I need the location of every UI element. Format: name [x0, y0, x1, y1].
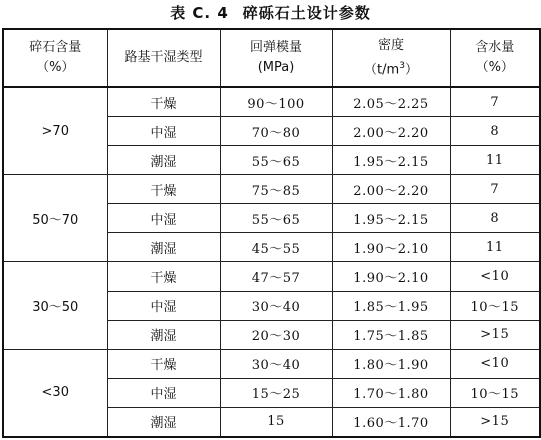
water-content-cell: 8 [450, 204, 540, 233]
design-parameters-table [2, 28, 541, 438]
modulus-cell: 30～40 [220, 349, 332, 378]
moisture-type-cell: 潮湿 [107, 146, 220, 175]
density-cell: 1.90～2.10 [332, 262, 450, 291]
moisture-type-cell: 干燥 [107, 349, 220, 378]
header-line1: 回弹模量 [249, 40, 302, 55]
modulus-cell: 47～57 [220, 262, 332, 291]
water-content-cell: >15 [450, 407, 540, 437]
modulus-cell: 30～40 [220, 291, 332, 320]
water-content-cell: >15 [450, 320, 540, 349]
header-line1: 含水量 [475, 40, 515, 55]
modulus-cell: 20～30 [220, 320, 332, 349]
header-water-content [450, 29, 540, 87]
header-line2 [333, 56, 450, 80]
header-line2: (MPa) [257, 60, 295, 75]
moisture-type-cell: 中湿 [107, 378, 220, 407]
modulus-cell: 45～55 [220, 233, 332, 262]
header-line1: 碎石含量 [29, 40, 82, 55]
water-content-cell: 7 [450, 87, 540, 117]
gravel-content-cell: >70 [3, 87, 107, 175]
table-body [3, 87, 540, 437]
water-content-cell: 11 [450, 146, 540, 175]
table-number: 表 C. 4 [170, 4, 229, 22]
moisture-type-cell: 潮湿 [107, 407, 220, 437]
modulus-cell: 15 [220, 407, 332, 437]
water-content-cell: 11 [450, 233, 540, 262]
table-row [3, 175, 540, 204]
modulus-cell: 55～65 [220, 146, 332, 175]
modulus-cell: 55～65 [220, 204, 332, 233]
density-cell: 1.80～1.90 [332, 349, 450, 378]
modulus-cell: 15～25 [220, 378, 332, 407]
header-density-unit-end: ） [404, 62, 418, 78]
header-line1: 密度 [377, 37, 404, 53]
moisture-type-cell: 中湿 [107, 291, 220, 320]
header-density [332, 29, 450, 87]
header-density-unit: （t/m [364, 62, 400, 78]
header-row [3, 29, 540, 87]
density-cell: 1.95～2.15 [332, 146, 450, 175]
density-cell: 1.85～1.95 [332, 291, 450, 320]
gravel-content-cell: 50～70 [3, 175, 107, 262]
table-row [3, 262, 540, 291]
modulus-cell: 75～85 [220, 175, 332, 204]
density-cell: 1.75～1.85 [332, 320, 450, 349]
header-line1: 路基干湿类型 [124, 50, 203, 65]
water-content-cell: 10～15 [450, 291, 540, 320]
moisture-type-cell: 中湿 [107, 117, 220, 146]
density-cell: 1.90～2.10 [332, 233, 450, 262]
density-cell: 1.60～1.70 [332, 407, 450, 437]
water-content-cell: <10 [450, 262, 540, 291]
gravel-content-cell: <30 [3, 349, 107, 437]
header-gravel-content [3, 29, 107, 87]
gravel-content-cell: 30～50 [3, 262, 107, 349]
moisture-type-cell: 干燥 [107, 262, 220, 291]
density-cell: 1.70～1.80 [332, 378, 450, 407]
density-cell: 2.00～2.20 [332, 175, 450, 204]
density-cell: 1.95～2.15 [332, 204, 450, 233]
moisture-type-cell: 中湿 [107, 204, 220, 233]
water-content-cell: <10 [450, 349, 540, 378]
density-cell: 2.05～2.25 [332, 87, 450, 117]
table-title [0, 0, 541, 26]
water-content-cell: 10～15 [450, 378, 540, 407]
modulus-cell: 90～100 [220, 87, 332, 117]
table-header [3, 29, 540, 87]
moisture-type-cell: 潮湿 [107, 233, 220, 262]
density-cell: 2.00～2.20 [332, 117, 450, 146]
header-density-exponent: 3 [399, 60, 405, 71]
moisture-type-cell: 潮湿 [107, 320, 220, 349]
table-row [3, 87, 540, 117]
water-content-cell: 8 [450, 117, 540, 146]
moisture-type-cell: 干燥 [107, 87, 220, 117]
header-line2: （%） [475, 60, 514, 75]
header-line2: （%） [36, 60, 75, 75]
table-caption: 碎砾石土设计参数 [242, 4, 371, 22]
header-resilient-modulus [220, 29, 332, 87]
header-moisture-type [107, 29, 220, 87]
table-row [3, 349, 540, 378]
modulus-cell: 70～80 [220, 117, 332, 146]
moisture-type-cell: 干燥 [107, 175, 220, 204]
water-content-cell: 7 [450, 175, 540, 204]
